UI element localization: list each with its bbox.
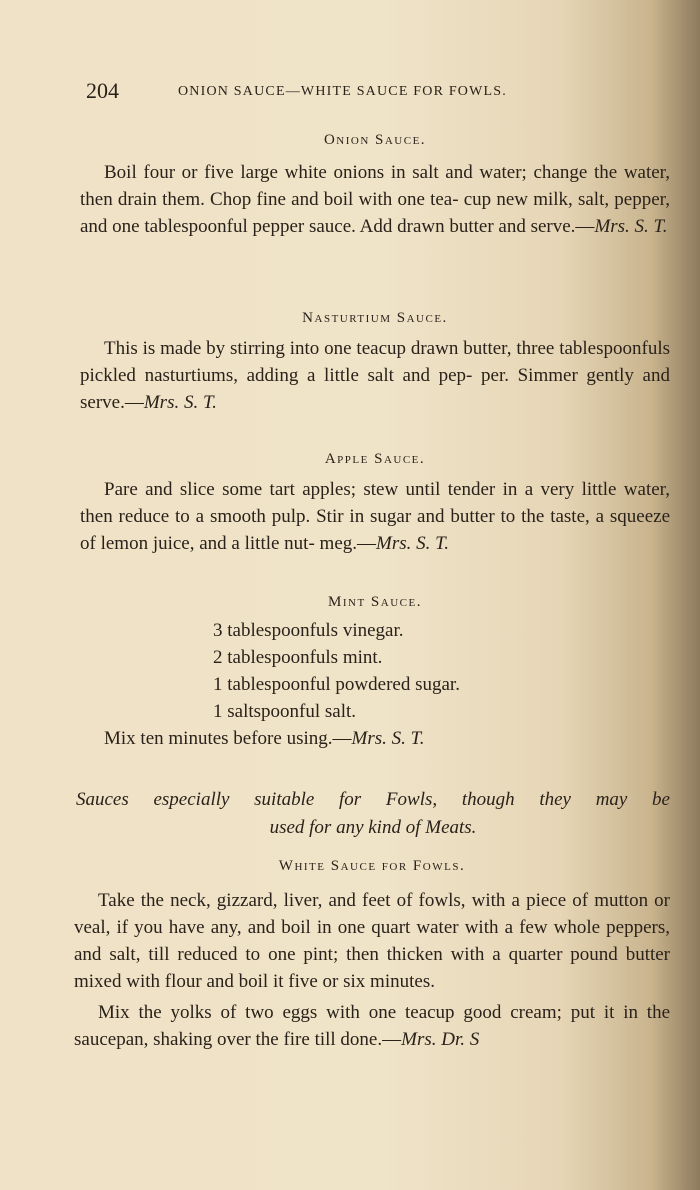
apple-line-2: little water, then reduce to a smooth pulp. Stir in sugar and (80, 479, 670, 527)
white-sauce-line-4: then thicken with a quarter pound butter mixed with flour and (74, 944, 671, 992)
apple-line-3: butter to the taste, a squeeze of lemon juice, and a little nut- (80, 506, 671, 554)
page-number: 204 (86, 78, 119, 103)
onion-line-4: Add drawn butter and serve.— (359, 216, 595, 237)
mint-instruction-text: Mix ten minutes before using.— (104, 728, 352, 749)
apple-sauce-title: Apple Sauce. (324, 451, 426, 467)
white-sauce-para-2 (74, 999, 670, 1053)
mint-ingredient-3: 1 tablespoonful powdered sugar. (213, 674, 460, 695)
fowls-intro-line-1: Sauces especially suitable for Fowls, though they may be (76, 789, 670, 810)
onion-line-3: cup new milk, salt, pepper, and one tablespoonful pepper sauce. (80, 189, 670, 237)
nasturtium-sauce-title: Nasturtium Sauce. (302, 310, 448, 326)
mint-ingredient-2: 2 tablespoonfuls mint. (213, 647, 383, 668)
onion-signature: Mrs. S. T. (594, 216, 668, 237)
apple-sauce-section (80, 451, 670, 557)
onion-sauce-section (80, 132, 670, 240)
nasturtium-line-3: per. Simmer gently and serve.— (80, 365, 670, 413)
onion-line-1: Boil four or five large white onions in salt and water; change (104, 162, 588, 183)
nasturtium-line-1: This is made by stirring into one teacup drawn butter, three (104, 338, 555, 359)
white-sauce-line-1: Take the neck, gizzard, liver, and feet of fowls, with a piece (98, 890, 567, 911)
white-sauce-section (74, 858, 670, 1053)
white-sauce-line-5: boil it five or six minutes. (238, 971, 435, 992)
white-sauce-signature: Mrs. Dr. S (401, 1029, 480, 1050)
mint-ingredient-list (80, 617, 670, 725)
fowls-intro (76, 786, 670, 842)
nasturtium-line-2: tablespoonfuls pickled nasturtiums, adding a little salt and pep- (80, 338, 671, 386)
nasturtium-signature: Mrs. S. T. (143, 392, 217, 413)
mint-ingredient-1: 3 tablespoonfuls vinegar. (213, 620, 404, 641)
apple-signature: Mrs. S. T. (376, 533, 450, 554)
white-sauce-line-6: Mix the yolks of two eggs with one teacup good cream; put (98, 1002, 595, 1023)
onion-sauce-title: Onion Sauce. (323, 132, 427, 148)
mint-instruction (80, 725, 670, 752)
running-head: ONION SAUCE—WHITE SAUCE FOR FOWLS. (178, 84, 507, 99)
white-sauce-line-7: it in the saucepan, shaking over the fire till done.— (74, 1002, 670, 1050)
apple-line-1: Pare and slice some tart apples; stew until tender in a very (104, 479, 575, 500)
onion-sauce-text (80, 159, 670, 240)
nasturtium-sauce-section (80, 310, 670, 416)
fowls-intro-line-2: used for any kind of Meats. (269, 817, 477, 838)
mint-sauce-section (80, 594, 670, 752)
nasturtium-sauce-text (80, 335, 670, 416)
white-sauce-line-3: with a few whole peppers, and salt, till reduced to one pint; (74, 917, 671, 965)
mint-sauce-title: Mint Sauce. (328, 594, 422, 610)
white-sauce-para-1 (74, 887, 670, 995)
apple-line-4: meg.— (319, 533, 377, 554)
mint-signature: Mrs. S. T. (351, 728, 425, 749)
white-sauce-title: White Sauce for Fowls. (278, 858, 466, 874)
onion-line-2: the water, then drain them. Chop fine and boil with one tea- (80, 162, 670, 210)
apple-sauce-text (80, 476, 670, 557)
white-sauce-line-2: of mutton or veal, if you have any, and boil in one quart water (74, 890, 671, 938)
mint-ingredient-4: 1 saltspoonful salt. (213, 701, 357, 722)
